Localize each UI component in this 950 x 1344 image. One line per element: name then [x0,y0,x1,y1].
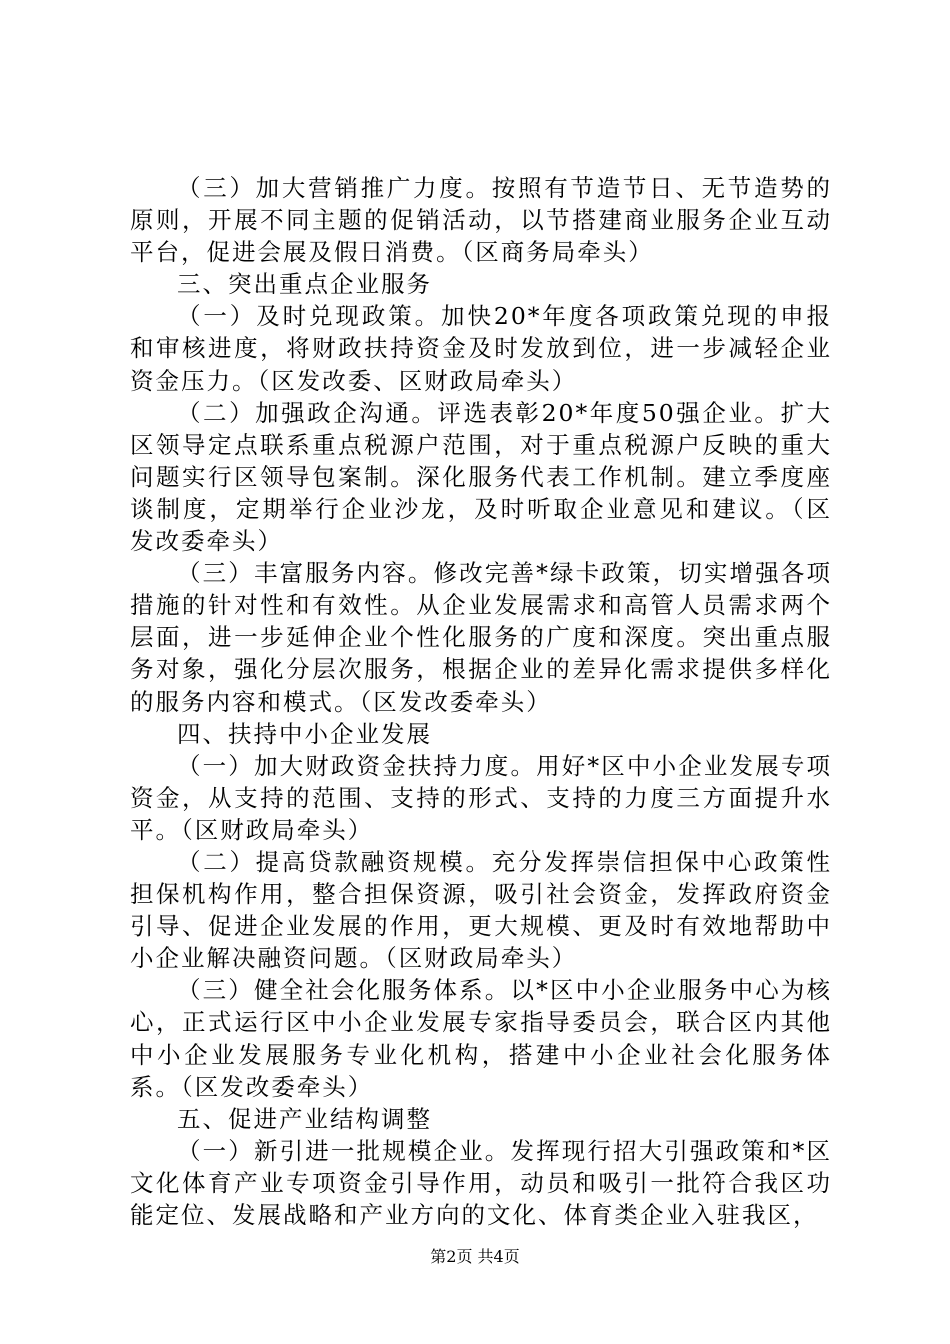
paragraph-marketing-promotion: （三）加大营销推广力度。按照有节造节日、无节造势的原则，开展不同主题的促销活动，以节搭建商业服务企业互动平台，促进会展及假日消费。（区商务局牵头） [130,174,832,267]
paragraph-loan-financing: （二）提高贷款融资规模。充分发挥崇信担保中心政策性担保机构作用，整合担保资源，吸引社会资金，发挥政府资金引导、促进企业发展的作用，更大规模、更及时有效地帮助中小企业解决融资问题。（区财政局牵头） [130,847,832,973]
paragraph-enrich-services: （三）丰富服务内容。修改完善*绿卡政策，切实增强各项措施的针对性和有效性。从企业发展需求和高管人员需求两个层面，进一步延伸企业个性化服务的广度和深度。突出重点服务对象，强化分层次服务，根据企业的差异化需求提供多样化的服务内容和模式。（区发改委牵头） [130,559,832,716]
section-heading-sme-support: 四、扶持中小企业发展 [177,719,432,748]
section-heading-key-enterprise-service: 三、突出重点企业服务 [177,270,432,299]
document-body [130,172,832,1231]
section-heading-industrial-restructuring: 五、促进产业结构调整 [177,1104,432,1133]
paragraph-government-enterprise-communication: （二）加强政企沟通。评选表彰20*年度50强企业。扩大区领导定点联系重点税源户范围，对于重点税源户反映的重大问题实行区领导包案制。深化服务代表工作机制。建立季度座谈制度，定期举行企业沙龙，及时听取企业意见和建议。（区发改委牵头） [130,398,832,556]
page-footer: 第2页 共4页 [430,1247,520,1266]
paragraph-introduce-enterprises: （一）新引进一批规模企业。发挥现行招大引强政策和*区文化体育产业专项资金引导作用，动员和吸引一批符合我区功能定位、发展战略和产业方向的文化、体育类企业入驻我区， [130,1136,832,1229]
paragraph-policy-fulfillment: （一）及时兑现政策。加快20*年度各项政策兑现的申报和审核进度，将财政扶持资金及时发放到位，进一步减轻企业资金压力。（区发改委、区财政局牵头） [130,302,832,395]
paragraph-fiscal-support: （一）加大财政资金扶持力度。用好*区中小企业发展专项资金，从支持的范围、支持的形式、支持的力度三方面提升水平。（区财政局牵头） [130,751,832,844]
paragraph-social-service-system: （三）健全社会化服务体系。以*区中小企业服务中心为核心，正式运行区中小企业发展专家指导委员会，联合区内其他中小企业发展服务专业化机构，搭建中小企业社会化服务体系。（区发改委牵头） [130,976,832,1101]
